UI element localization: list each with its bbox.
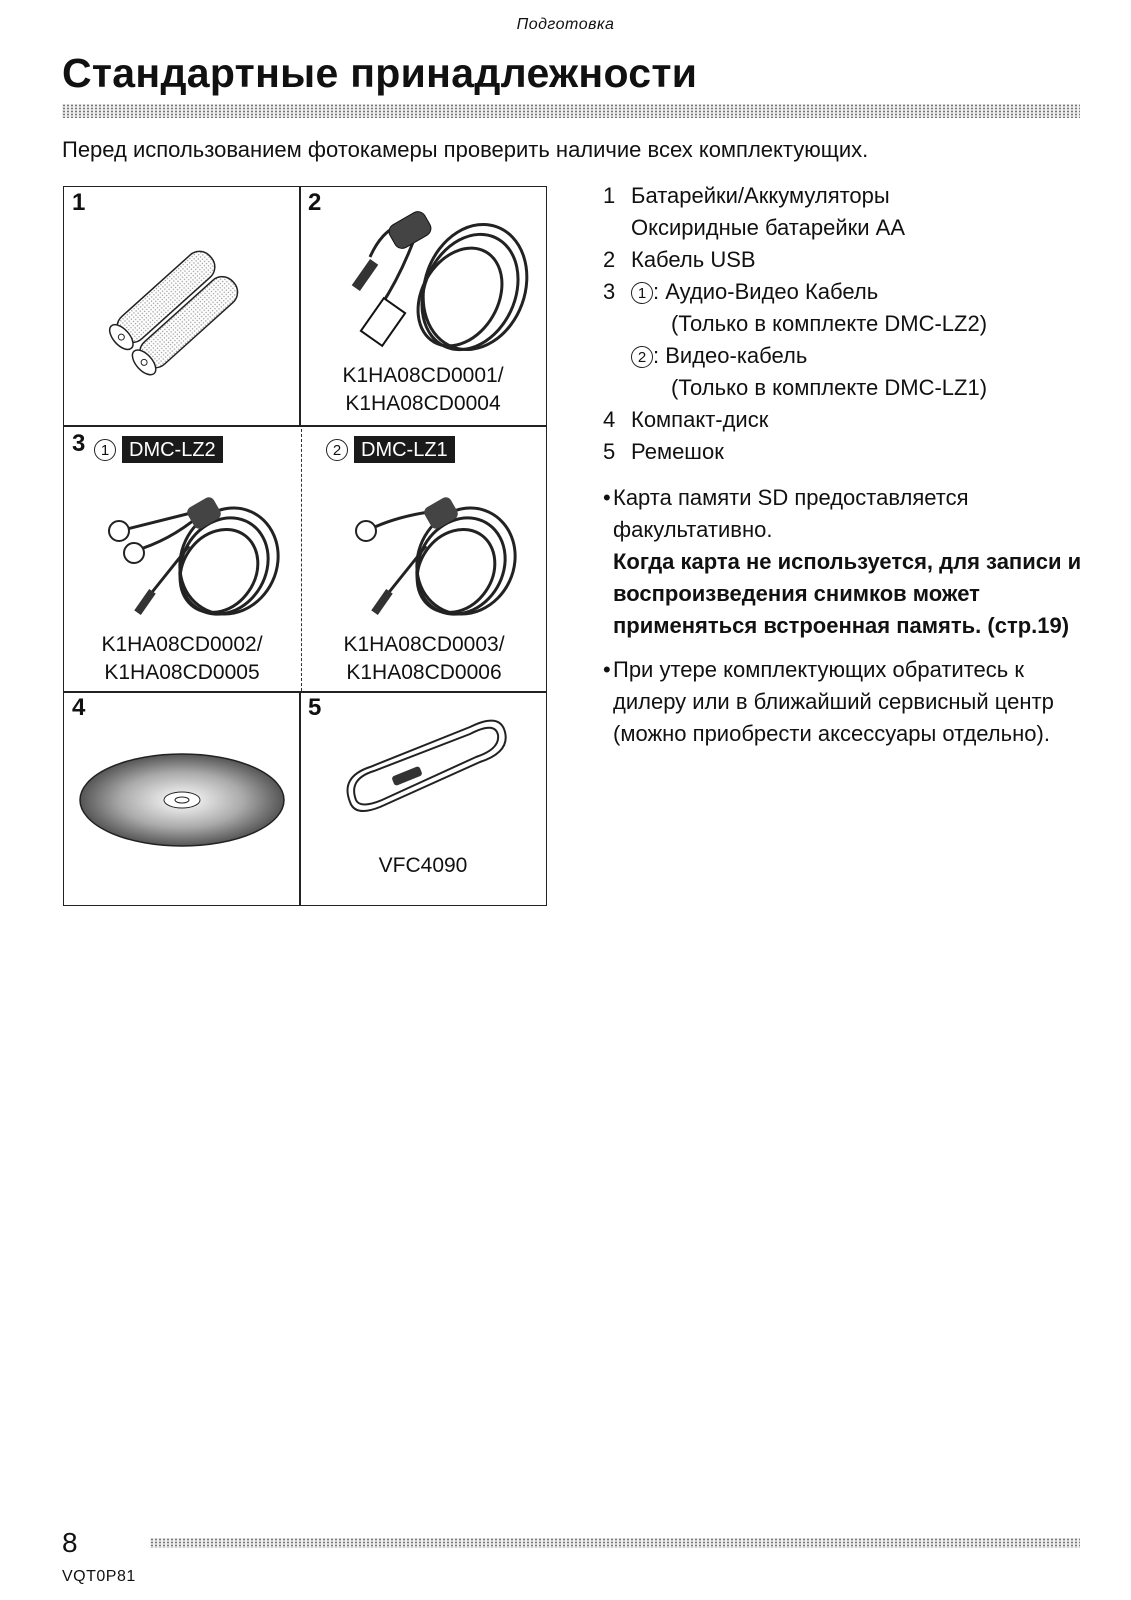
circled-number-2: 2 [631, 346, 653, 368]
bullet-icon: • [603, 657, 611, 682]
footer-bar [150, 1538, 1080, 1548]
av-cable-image [89, 471, 289, 621]
variant-1-label [94, 436, 223, 463]
list-item-text: Кабель USB [631, 247, 756, 272]
video-cable-image [326, 471, 526, 621]
cell-number: 4 [72, 694, 86, 721]
list-item-number: 1 [603, 183, 616, 208]
cell-batteries [64, 187, 299, 425]
intro-text: Перед использованием фотокамеры проверить наличие всех комплектующих. [62, 137, 869, 162]
cell-number: 5 [308, 694, 322, 721]
part-code-line: K1HA08CD0003/ [343, 633, 505, 656]
accessories-list [603, 180, 1103, 750]
document-code: VQT0P81 [62, 1568, 136, 1585]
cell-number: 2 [308, 189, 322, 216]
cell-usb-cable [300, 187, 546, 425]
cell-av-cables [64, 426, 546, 691]
cell-cd-rom [64, 692, 299, 906]
cell-number: 1 [72, 189, 86, 216]
list-item-text: Ремешок [631, 439, 724, 464]
model-badge-dmc-lz2: DMC-LZ2 [122, 436, 223, 463]
part-code [64, 631, 300, 687]
variant-2-label [326, 436, 455, 463]
list-item-text: : Видео-кабель [653, 343, 808, 368]
part-code-line: K1HA08CD0005 [104, 661, 260, 684]
list-item-subtext: (Только в комплекте DMC-LZ1) [671, 375, 988, 400]
circled-number-1: 1 [631, 282, 653, 304]
circled-number-2: 2 [326, 439, 348, 461]
note-bold-text: Когда карта не используется, для записи и воспроизведения снимков может применяться встроенная память. (стр.19) [613, 549, 1082, 638]
part-code-line: K1HA08CD0001/ [342, 364, 504, 387]
part-code [300, 852, 546, 880]
list-item [603, 276, 1103, 308]
list-item-subtext: (Только в комплекте DMC-LZ2) [671, 311, 988, 336]
note-lost-accessories [603, 654, 1103, 750]
note-sd-card [603, 482, 1103, 642]
note-text: Карта памяти SD предоставляется факультативно. [613, 485, 969, 542]
list-item [603, 244, 1103, 276]
bullet-icon: • [603, 485, 611, 510]
part-code-line: K1HA08CD0002/ [101, 633, 263, 656]
cell-strap [300, 692, 546, 906]
list-item-number: 3 [603, 279, 616, 304]
list-item-number: 2 [603, 247, 616, 272]
part-code-line: VFC4090 [378, 854, 468, 877]
usb-cable-image [320, 197, 530, 362]
part-code-line: K1HA08CD0004 [345, 392, 501, 415]
part-code-line: K1HA08CD0006 [346, 661, 502, 684]
page-number: 8 [62, 1527, 78, 1558]
list-item [603, 180, 1103, 212]
list-item-text: Компакт-диск [631, 407, 769, 432]
list-item-variant [603, 340, 1103, 372]
cd-image [72, 742, 292, 862]
model-badge-dmc-lz1: DMC-LZ1 [354, 436, 455, 463]
part-code [302, 631, 546, 687]
note-text: При утере комплектующих обратитесь к дилеру или в ближайший сервисный центр (можно приобрести аксессуары отдельно). [613, 657, 1054, 746]
title-underline-bar [62, 104, 1080, 118]
cell-number: 3 [72, 430, 86, 457]
notes [603, 482, 1103, 750]
list-item [603, 404, 1103, 436]
list-item-text: Батарейки/Аккумуляторы [631, 183, 890, 208]
list-item-number: 4 [603, 407, 616, 432]
list-item [603, 436, 1103, 468]
batteries-image [94, 237, 274, 387]
accessories-table [63, 186, 547, 906]
part-code [300, 362, 546, 418]
list-item-text: : Аудио-Видео Кабель [653, 279, 879, 304]
page-title: Стандартные принадлежности [62, 50, 698, 96]
list-item-number: 5 [603, 439, 616, 464]
section-label: Подготовка [516, 16, 615, 33]
circled-number-1: 1 [94, 439, 116, 461]
strap-image [330, 707, 520, 827]
list-item-subtext: Оксиридные батарейки AA [631, 215, 905, 240]
